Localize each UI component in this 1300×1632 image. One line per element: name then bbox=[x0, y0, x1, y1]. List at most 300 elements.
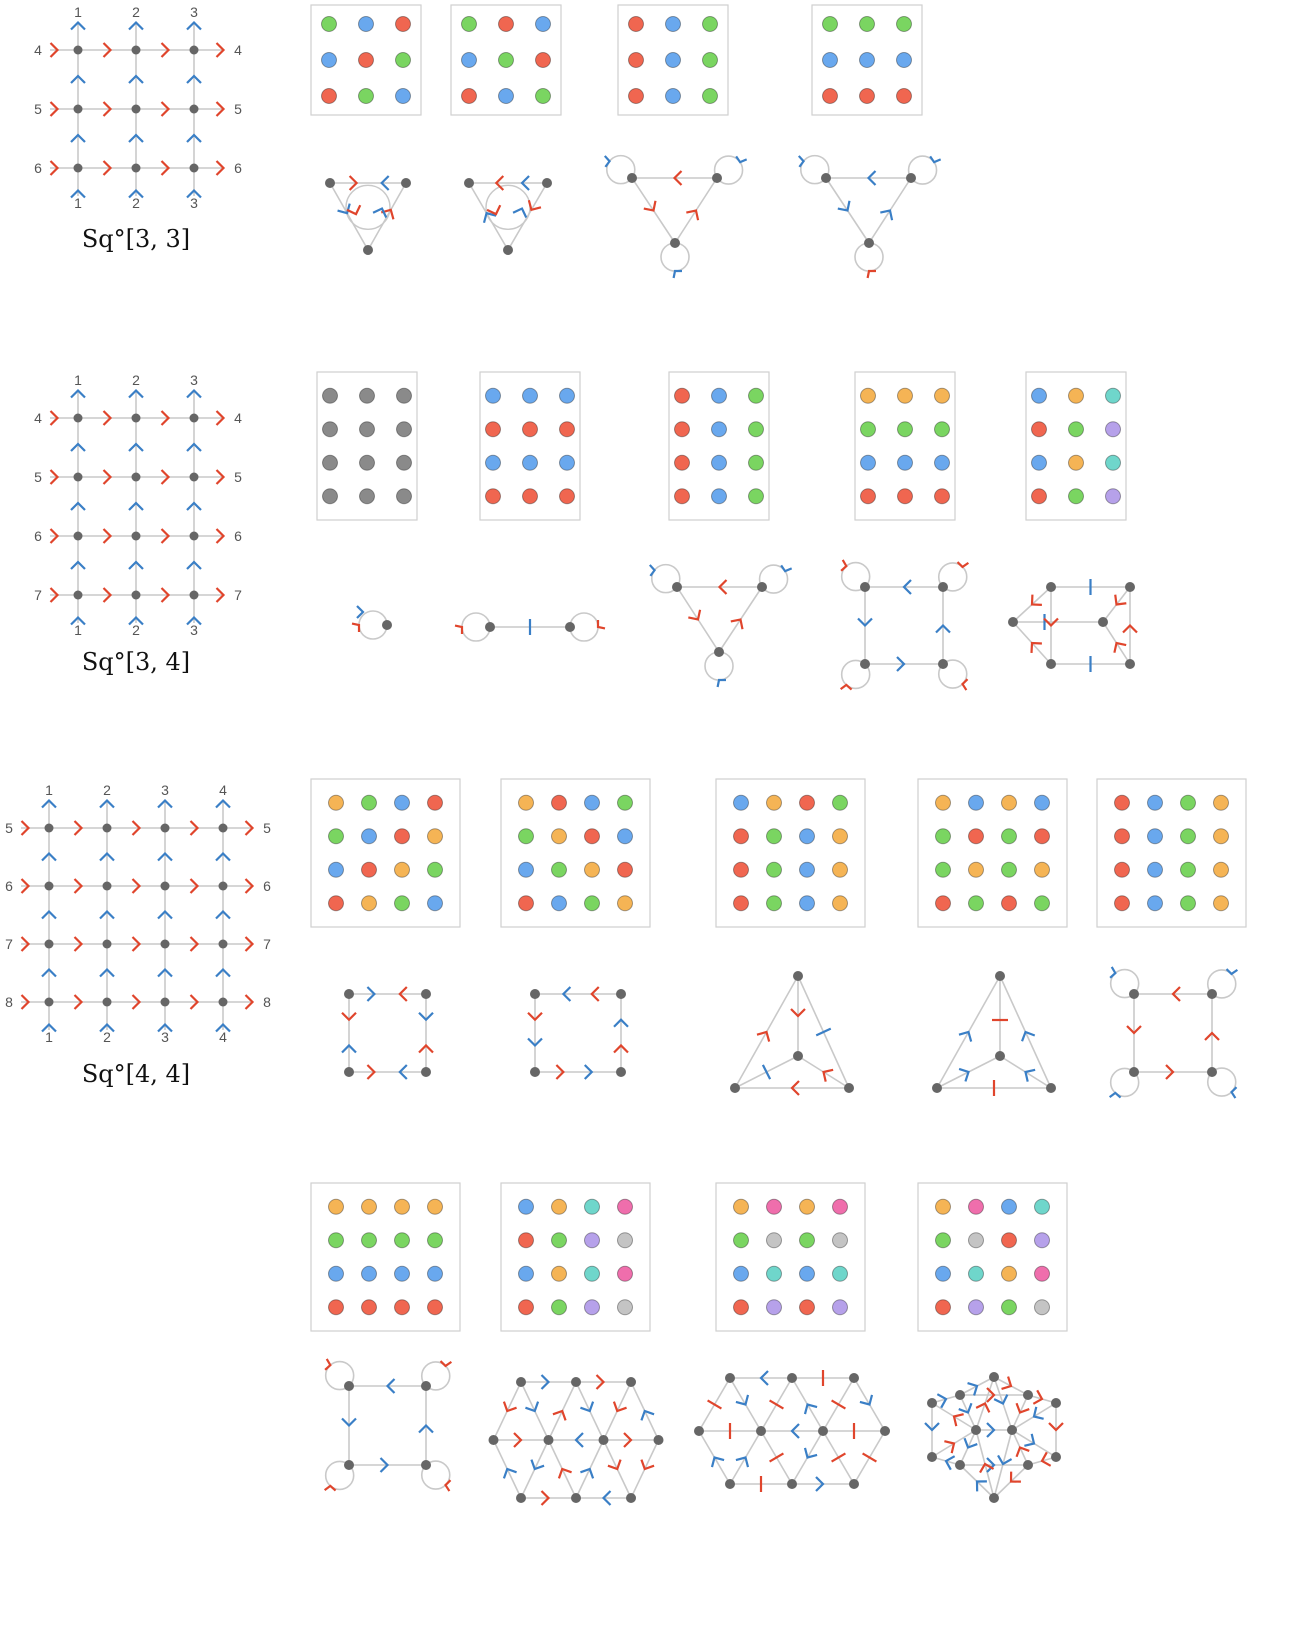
color-dot bbox=[1148, 862, 1163, 877]
color-dot bbox=[428, 1266, 443, 1281]
color-dot bbox=[898, 455, 913, 470]
color-dot bbox=[767, 1233, 782, 1248]
grid-node bbox=[45, 824, 54, 833]
color-dot bbox=[800, 1199, 815, 1214]
grid-node bbox=[219, 998, 228, 1007]
graph-cycle bbox=[346, 185, 390, 229]
color-dot bbox=[519, 896, 534, 911]
color-dot bbox=[823, 53, 838, 68]
graph-node bbox=[880, 1426, 890, 1436]
graph-node bbox=[363, 245, 373, 255]
grid-left-label: 7 bbox=[34, 587, 42, 603]
color-dot bbox=[897, 17, 912, 32]
loop-arrow bbox=[455, 626, 462, 634]
graph-node bbox=[725, 1479, 735, 1489]
graph-node bbox=[787, 1373, 797, 1383]
grid-caption: Sq°[4, 4] bbox=[81, 1060, 191, 1088]
grid-left-label: 4 bbox=[34, 42, 42, 58]
graph-node bbox=[1207, 1067, 1217, 1077]
color-dot bbox=[360, 388, 375, 403]
color-dot bbox=[1115, 829, 1130, 844]
color-dot bbox=[734, 1300, 749, 1315]
grid-bottom-label: 4 bbox=[219, 1029, 227, 1045]
grid-top-label: 2 bbox=[132, 4, 140, 20]
color-dot bbox=[1002, 862, 1017, 877]
color-dot bbox=[936, 795, 951, 810]
color-dot bbox=[359, 89, 374, 104]
graph-node bbox=[1051, 1452, 1061, 1462]
color-dot bbox=[734, 829, 749, 844]
loop-arrow bbox=[1110, 1093, 1121, 1098]
grid-bottom-label: 3 bbox=[190, 195, 198, 211]
color-dot bbox=[969, 862, 984, 877]
graph-node bbox=[382, 620, 392, 630]
color-dot bbox=[618, 1300, 633, 1315]
graph-node bbox=[1051, 1398, 1061, 1408]
color-dot bbox=[462, 17, 477, 32]
color-dot bbox=[362, 1233, 377, 1248]
graph-node bbox=[616, 989, 626, 999]
color-dot bbox=[523, 489, 538, 504]
color-dot bbox=[1106, 388, 1121, 403]
color-dot bbox=[396, 17, 411, 32]
graph-node bbox=[757, 582, 767, 592]
grid-node bbox=[132, 164, 141, 173]
color-dot bbox=[560, 455, 575, 470]
grid-left-label: 8 bbox=[5, 994, 13, 1010]
color-dot bbox=[629, 89, 644, 104]
grid-node bbox=[219, 940, 228, 949]
graph-r3-3 bbox=[730, 971, 854, 1095]
grid-top-label: 1 bbox=[45, 782, 53, 798]
graph-node bbox=[938, 659, 948, 669]
color-dot bbox=[860, 53, 875, 68]
color-dot bbox=[395, 1233, 410, 1248]
color-dot bbox=[1214, 862, 1229, 877]
graph-node bbox=[542, 178, 552, 188]
grid-bottom-label: 3 bbox=[161, 1029, 169, 1045]
color-dot bbox=[666, 89, 681, 104]
color-dot bbox=[428, 1199, 443, 1214]
color-dot bbox=[969, 795, 984, 810]
loop-arrow bbox=[446, 1480, 451, 1491]
color-dot bbox=[618, 896, 633, 911]
color-dot bbox=[397, 388, 412, 403]
color-dot bbox=[552, 795, 567, 810]
grid-left-label: 4 bbox=[34, 410, 42, 426]
grid-node bbox=[74, 414, 83, 423]
graph-r4-1 bbox=[325, 1359, 452, 1491]
graph-node bbox=[860, 582, 870, 592]
color-dot bbox=[428, 896, 443, 911]
color-dot bbox=[397, 422, 412, 437]
color-dot bbox=[322, 89, 337, 104]
graph-node bbox=[489, 1435, 499, 1445]
color-dot bbox=[395, 795, 410, 810]
edge-tick bbox=[763, 1065, 770, 1079]
coloring-panel bbox=[311, 1183, 460, 1331]
color-dot bbox=[936, 1266, 951, 1281]
grid-bottom-label: 2 bbox=[103, 1029, 111, 1045]
color-dot bbox=[1035, 1266, 1050, 1281]
color-dot bbox=[666, 17, 681, 32]
coloring-panel bbox=[716, 779, 865, 927]
graph-node bbox=[844, 1083, 854, 1093]
grid-node bbox=[190, 414, 199, 423]
grid-1 bbox=[34, 4, 242, 253]
graph-node bbox=[1023, 1390, 1033, 1400]
graph-node bbox=[1046, 582, 1056, 592]
grid-2 bbox=[34, 372, 242, 676]
color-dot bbox=[935, 388, 950, 403]
graph-node bbox=[927, 1398, 937, 1408]
color-dot bbox=[861, 489, 876, 504]
color-dot bbox=[1002, 896, 1017, 911]
graph-node bbox=[906, 173, 916, 183]
graph-node bbox=[1007, 1425, 1017, 1435]
graph-edge bbox=[330, 183, 368, 250]
color-dot bbox=[519, 1233, 534, 1248]
graph-node bbox=[464, 178, 474, 188]
color-dot bbox=[585, 1300, 600, 1315]
color-dot bbox=[397, 489, 412, 504]
color-dot bbox=[1115, 896, 1130, 911]
coloring-panel bbox=[1026, 372, 1126, 520]
coloring-panel bbox=[855, 372, 955, 520]
color-dot bbox=[396, 53, 411, 68]
graph-node bbox=[818, 1426, 828, 1436]
color-dot bbox=[1035, 1233, 1050, 1248]
color-dot bbox=[499, 89, 514, 104]
color-dot bbox=[861, 455, 876, 470]
grid-node bbox=[103, 998, 112, 1007]
loop-arrow bbox=[799, 156, 804, 167]
graph-node bbox=[938, 582, 948, 592]
graph-node bbox=[971, 1425, 981, 1435]
grid-bottom-label: 1 bbox=[74, 195, 82, 211]
color-dot bbox=[329, 1233, 344, 1248]
graph-r2-4 bbox=[841, 560, 969, 690]
color-dot bbox=[969, 1233, 984, 1248]
grid-node bbox=[74, 473, 83, 482]
color-dot bbox=[362, 1300, 377, 1315]
color-dot bbox=[969, 896, 984, 911]
color-dot bbox=[329, 795, 344, 810]
coloring-panel bbox=[1097, 779, 1246, 927]
color-dot bbox=[552, 1199, 567, 1214]
edge-tick bbox=[816, 1029, 831, 1036]
color-dot bbox=[823, 17, 838, 32]
color-dot bbox=[536, 89, 551, 104]
graph-node bbox=[989, 1372, 999, 1382]
loop-arrow bbox=[868, 271, 876, 278]
grid-node bbox=[132, 473, 141, 482]
graph-node bbox=[860, 659, 870, 669]
color-dot bbox=[360, 489, 375, 504]
color-dot bbox=[360, 455, 375, 470]
graph-node bbox=[756, 1426, 766, 1436]
grid-node bbox=[190, 591, 199, 600]
color-dot bbox=[629, 17, 644, 32]
color-dot bbox=[560, 422, 575, 437]
edge-arrow bbox=[373, 209, 386, 218]
graph-node bbox=[344, 989, 354, 999]
graph-r2-3 bbox=[650, 565, 792, 687]
edge-tick bbox=[863, 1453, 877, 1461]
coloring-panel bbox=[918, 779, 1067, 927]
color-dot bbox=[323, 422, 338, 437]
color-dot bbox=[675, 489, 690, 504]
grid-node bbox=[132, 414, 141, 423]
grid-caption: Sq°[3, 4] bbox=[81, 648, 191, 676]
grid-bottom-label: 2 bbox=[132, 622, 140, 638]
graph-node bbox=[530, 1067, 540, 1077]
color-dot bbox=[360, 422, 375, 437]
color-dot bbox=[322, 53, 337, 68]
grid-node bbox=[190, 473, 199, 482]
color-dot bbox=[1035, 795, 1050, 810]
color-dot bbox=[675, 388, 690, 403]
color-dot bbox=[800, 896, 815, 911]
coloring-panel bbox=[317, 372, 417, 520]
color-dot bbox=[833, 1199, 848, 1214]
color-dot bbox=[969, 1199, 984, 1214]
loop-arrow bbox=[841, 560, 846, 571]
graph-node bbox=[864, 238, 874, 248]
graph-node bbox=[516, 1493, 526, 1503]
color-dot bbox=[618, 1199, 633, 1214]
color-dot bbox=[552, 862, 567, 877]
coloring-panel bbox=[480, 372, 580, 520]
grid-node bbox=[132, 532, 141, 541]
grid-node bbox=[103, 824, 112, 833]
grid-left-label: 5 bbox=[34, 469, 42, 485]
color-dot bbox=[898, 489, 913, 504]
graph-node bbox=[1129, 1067, 1139, 1077]
grid-node bbox=[45, 940, 54, 949]
graph-node bbox=[565, 622, 575, 632]
color-dot bbox=[734, 1233, 749, 1248]
grid-right-label: 6 bbox=[234, 528, 242, 544]
grid-node bbox=[74, 591, 83, 600]
color-dot bbox=[519, 862, 534, 877]
grid-node bbox=[161, 998, 170, 1007]
grid-left-label: 5 bbox=[34, 101, 42, 117]
color-dot bbox=[1214, 795, 1229, 810]
color-dot bbox=[898, 388, 913, 403]
color-dot bbox=[362, 1266, 377, 1281]
graph-node bbox=[616, 1067, 626, 1077]
graph-node bbox=[325, 178, 335, 188]
color-dot bbox=[861, 422, 876, 437]
color-dot bbox=[800, 1233, 815, 1248]
grid-bottom-label: 1 bbox=[74, 622, 82, 638]
graph-node bbox=[626, 1493, 636, 1503]
color-dot bbox=[1032, 455, 1047, 470]
graph-node bbox=[401, 178, 411, 188]
grid-node bbox=[190, 532, 199, 541]
graph-r4-2 bbox=[489, 1375, 664, 1505]
grid-node bbox=[74, 105, 83, 114]
color-dot bbox=[329, 829, 344, 844]
color-dot bbox=[703, 17, 718, 32]
grid-top-label: 1 bbox=[74, 4, 82, 20]
color-dot bbox=[428, 1300, 443, 1315]
color-dot bbox=[552, 829, 567, 844]
color-dot bbox=[618, 862, 633, 877]
color-dot bbox=[618, 1266, 633, 1281]
color-dot bbox=[935, 489, 950, 504]
color-dot bbox=[359, 17, 374, 32]
coloring-panel bbox=[669, 372, 769, 520]
color-dot bbox=[1002, 1199, 1017, 1214]
color-dot bbox=[523, 455, 538, 470]
grid-right-label: 7 bbox=[263, 936, 271, 952]
color-dot bbox=[749, 489, 764, 504]
color-dot bbox=[1106, 422, 1121, 437]
graph-node bbox=[730, 1083, 740, 1093]
color-dot bbox=[1002, 795, 1017, 810]
color-dot bbox=[703, 89, 718, 104]
color-dot bbox=[767, 896, 782, 911]
color-dot bbox=[1181, 795, 1196, 810]
coloring-panel bbox=[812, 5, 922, 115]
graph-node bbox=[1046, 1083, 1056, 1093]
color-dot bbox=[1181, 862, 1196, 877]
color-dot bbox=[323, 388, 338, 403]
color-dot bbox=[712, 489, 727, 504]
loop-arrow bbox=[736, 156, 747, 162]
color-dot bbox=[833, 896, 848, 911]
color-dot bbox=[618, 829, 633, 844]
color-dot bbox=[800, 795, 815, 810]
color-dot bbox=[1181, 896, 1196, 911]
grid-right-label: 5 bbox=[263, 820, 271, 836]
color-dot bbox=[585, 862, 600, 877]
color-dot bbox=[833, 795, 848, 810]
color-dot bbox=[519, 1199, 534, 1214]
color-dot bbox=[329, 1300, 344, 1315]
color-dot bbox=[712, 422, 727, 437]
color-dot bbox=[362, 1199, 377, 1214]
graph-node bbox=[1098, 617, 1108, 627]
color-dot bbox=[523, 388, 538, 403]
grid-node bbox=[190, 105, 199, 114]
coloring-panel bbox=[501, 1183, 650, 1331]
grid-diagrams bbox=[5, 4, 271, 1088]
color-dot bbox=[800, 1266, 815, 1281]
color-dot bbox=[833, 829, 848, 844]
graph-node bbox=[1125, 659, 1135, 669]
loop-arrow bbox=[930, 156, 941, 162]
grid-node bbox=[219, 882, 228, 891]
loop-arrow bbox=[1226, 969, 1237, 974]
color-dot bbox=[362, 829, 377, 844]
loop-arrow bbox=[325, 1359, 330, 1370]
grid-3 bbox=[5, 782, 271, 1088]
color-dot bbox=[935, 455, 950, 470]
color-dot bbox=[767, 1300, 782, 1315]
color-dot bbox=[486, 455, 501, 470]
color-dot bbox=[486, 388, 501, 403]
color-dot bbox=[1002, 1300, 1017, 1315]
color-dot bbox=[936, 829, 951, 844]
color-dot bbox=[618, 1233, 633, 1248]
loop-arrow bbox=[957, 562, 968, 567]
grid-node bbox=[161, 940, 170, 949]
color-dot bbox=[499, 53, 514, 68]
color-dot bbox=[395, 829, 410, 844]
graph-r3-5 bbox=[1110, 967, 1238, 1098]
graph-r1-2 bbox=[464, 176, 552, 255]
color-dot bbox=[1148, 795, 1163, 810]
edge-tick bbox=[708, 1400, 722, 1408]
color-dot bbox=[767, 795, 782, 810]
color-dot bbox=[935, 422, 950, 437]
graph-node bbox=[503, 245, 513, 255]
color-dot bbox=[936, 1300, 951, 1315]
graph-node bbox=[1023, 1460, 1033, 1470]
grid-node bbox=[74, 164, 83, 173]
color-dot bbox=[362, 795, 377, 810]
color-dot bbox=[1002, 1266, 1017, 1281]
color-dot bbox=[936, 1199, 951, 1214]
color-dot bbox=[712, 388, 727, 403]
color-dot bbox=[1148, 896, 1163, 911]
color-dot bbox=[323, 455, 338, 470]
graph-node bbox=[725, 1373, 735, 1383]
grid-node bbox=[161, 824, 170, 833]
graph-r1-1 bbox=[325, 176, 411, 255]
color-dot bbox=[833, 1300, 848, 1315]
color-dot bbox=[585, 829, 600, 844]
color-dot bbox=[1181, 829, 1196, 844]
color-dot bbox=[523, 422, 538, 437]
color-dot bbox=[749, 388, 764, 403]
grid-caption: Sq°[3, 3] bbox=[81, 225, 191, 253]
color-dot bbox=[585, 1233, 600, 1248]
color-dot bbox=[560, 388, 575, 403]
color-dot bbox=[486, 422, 501, 437]
graph-node bbox=[571, 1377, 581, 1387]
graph-node bbox=[1125, 582, 1135, 592]
color-dot bbox=[329, 896, 344, 911]
color-dot bbox=[329, 862, 344, 877]
color-dot bbox=[1002, 829, 1017, 844]
color-dot bbox=[462, 53, 477, 68]
graph-edge bbox=[368, 183, 406, 250]
grid-right-label: 5 bbox=[234, 101, 242, 117]
graph-r1-4 bbox=[799, 156, 941, 278]
color-dot bbox=[1035, 1199, 1050, 1214]
color-dot bbox=[1032, 489, 1047, 504]
color-dot bbox=[362, 862, 377, 877]
graph-node bbox=[672, 582, 682, 592]
graph-node bbox=[421, 989, 431, 999]
grid-left-label: 7 bbox=[5, 936, 13, 952]
color-dot bbox=[767, 1266, 782, 1281]
grid-bottom-label: 3 bbox=[190, 622, 198, 638]
edge-tick bbox=[832, 1453, 846, 1461]
graph-node bbox=[626, 1377, 636, 1387]
color-dot bbox=[519, 795, 534, 810]
color-dot bbox=[1035, 1300, 1050, 1315]
color-dot bbox=[585, 896, 600, 911]
color-dot bbox=[618, 795, 633, 810]
grid-right-label: 8 bbox=[263, 994, 271, 1010]
color-dot bbox=[897, 53, 912, 68]
graph-node bbox=[793, 1051, 803, 1061]
